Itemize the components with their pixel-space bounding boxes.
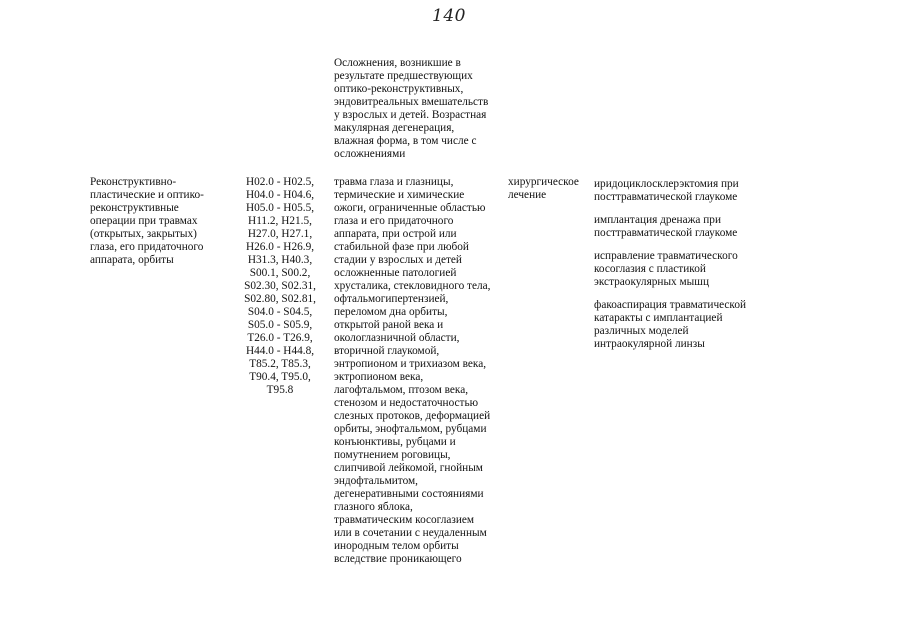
text-line: операции при травмах [90,215,198,227]
text-line: стабильной фазе при любой [334,241,469,253]
text-line: лагофтальмом, птозом века, [334,384,469,396]
icd-code-line: T26.0 - T26.9, [247,332,313,344]
text-line: различных моделей [594,325,689,337]
text-line: осложнениями [334,148,406,160]
icd-code-line: T95.8 [266,384,294,396]
icd-code-line: S05.0 - S05.9, [247,319,313,331]
procedure-name-cell [90,176,204,267]
text-line: исправление травматического [594,250,738,262]
text-line: интраокулярной линзы [594,338,705,350]
text-line: результате предшествующих [334,70,473,82]
text-line: имплантация дренажа при [594,214,721,226]
icd-code-line: S02.30, S02.31, [244,280,316,292]
text-line: слипчивой лейкомой, гнойным [334,462,483,474]
text-line: (открытых, закрытых) [90,228,197,240]
text-line: травма глаза и глазницы, [334,176,454,188]
text-line: открытой раной века и [334,319,444,331]
text-line: орбиты, энофтальмом, рубцами [334,423,487,435]
method-item [594,178,746,204]
icd-code-line: H44.0 - H44.8, [245,345,315,357]
icd-code-line: T85.2, T85.3, [249,358,311,370]
condition-cell [334,176,490,566]
text-line: катаракты с имплантацией [594,312,723,324]
icd-code-line: T90.4, T95.0, [249,371,311,383]
icd-code-line: H04.0 - H04.6, [245,189,315,201]
text-line: дегенеративными состояниями [334,488,484,500]
text-line: косоглазия с пластикой [594,263,706,275]
icd-code-line: H11.2, H21.5, [248,215,312,227]
text-line: пластические и оптико- [90,189,204,201]
text-line: энтропионом и трихиазом века, [334,358,487,370]
text-line: Осложнения, возникшие в [334,57,461,69]
text-line: глазного яблока, [334,501,413,513]
icd-codes-cell [238,176,322,397]
text-line: лечение [508,189,547,201]
text-line: факоаспирация травматической [594,299,747,311]
text-line: эндофтальмитом, [334,475,418,487]
text-line: стенозом и недостаточностью [334,397,479,409]
page-number: 140 [432,6,466,26]
text-line: стадии у взрослых и детей [334,254,462,266]
text-line: эктропионом века, [334,371,424,383]
text-line: помутнением роговицы, [334,449,451,461]
text-line: влажная форма, в том числе с [334,135,477,147]
previous-row-condition [334,57,488,161]
text-line: термические и химические [334,189,465,201]
text-line: хрусталика, стекловидного тела, [334,280,491,292]
text-line: Реконструктивно- [90,176,177,188]
text-line: аппарата, при острой или [334,228,457,240]
text-line: глаза, его придаточного [90,241,204,253]
text-line: хирургическое [508,176,579,188]
icd-code-line: H27.0, H27.1, [247,228,313,240]
text-line: у взрослых и детей. Возрастная [334,109,487,121]
text-line: реконструктивные [90,202,179,214]
text-line: ожоги, ограниченные областью [334,202,486,214]
text-line: переломом дна орбиты, [334,306,448,318]
treatment-methods-cell [594,178,746,361]
text-line: осложненные патологией [334,267,457,279]
text-line: оптико-реконструктивных, [334,83,464,95]
text-line: офтальмогипертензией, [334,293,449,305]
text-line: иридоциклосклерэктомия при [594,178,739,190]
icd-code-line: H02.0 - H02.5, [245,176,315,188]
text-line: вследствие проникающего [334,553,462,565]
text-line: конъюнктивы, рубцами и [334,436,456,448]
text-line: эндовитреальных вмешательств [334,96,489,108]
text-line: посттравматической глаукоме [594,227,738,239]
icd-code-line: H05.0 - H05.5, [245,202,315,214]
text-line: травматическим косоглазием [334,514,475,526]
icd-code-line: H31.3, H40.3, [247,254,313,266]
icd-code-line: S00.1, S00.2, [249,267,311,279]
text-line: слезных протоков, деформацией [334,410,491,422]
text-line: макулярная дегенерация, [334,122,455,134]
text-line: инородным телом орбиты [334,540,459,552]
text-line: или в сочетании с неудаленным [334,527,487,539]
text-line: вторичной глаукомой, [334,345,440,357]
text-line: окологлазничной области, [334,332,460,344]
method-item [594,299,746,351]
text-line: посттравматической глаукоме [594,191,738,203]
method-item [594,250,746,289]
text-line: аппарата, орбиты [90,254,174,266]
treatment-type-cell [508,176,579,202]
icd-code-line: S04.0 - S04.5, [247,306,313,318]
text-line: экстраокулярных мышц [594,276,710,288]
icd-code-line: H26.0 - H26.9, [245,241,315,253]
text-line: глаза и его придаточного [334,215,454,227]
method-item [594,214,746,240]
icd-code-line: S02.80, S02.81, [244,293,316,305]
